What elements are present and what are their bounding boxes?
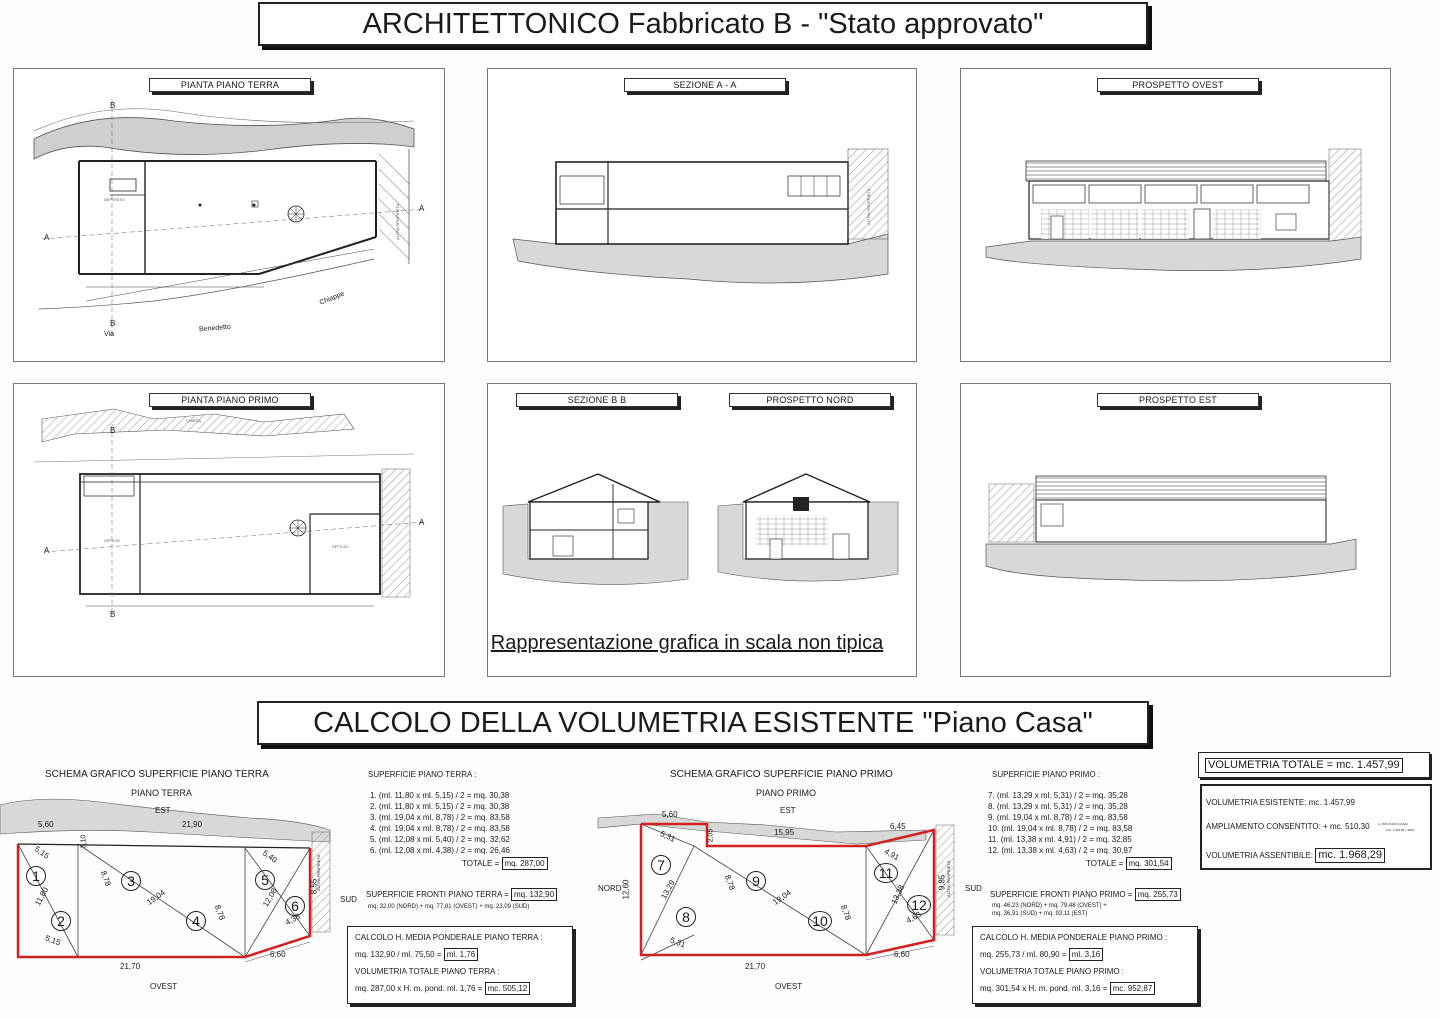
first-vol-title: VOLUMETRIA TOTALE PIANO PRIMO : [980,967,1125,976]
first-dim-9: 8,78 [838,903,853,922]
first-calc-box [972,926,1198,1004]
summary-assentibile-label: VOLUMETRIA ASSENTIBILE: [1206,851,1314,860]
ground-sud-label: SUD [340,895,357,904]
ground-dim-11: 8,55 [309,878,319,895]
first-dim-10: 4,91 [882,846,901,863]
first-sup-row: 10. (ml. 19,04 x ml. 8,78) / 2 = mq. 83,58 [988,824,1133,833]
ground-altra-proprieta: ALTRA PROPRIETA' [316,853,322,892]
west-elevation-drawing [961,69,1390,361]
summary-total-box [1198,752,1430,778]
first-dim-1: 5,31 [658,829,677,844]
ground-fronti-label: SUPERFICIE FRONTI PIANO TERRA = [366,890,509,899]
ground-area-1: 1 [26,866,46,886]
ground-ovest-label: OVEST [150,982,178,991]
label-deposito: DEPOSITO [104,197,125,202]
first-dim-7: 8,78 [722,873,737,892]
ground-sup-row: 6. (ml. 12,08 x ml. 4,38) / 2 = mq. 26,46 [370,846,510,855]
first-dim-4: 6,45 [890,822,906,831]
summary-box [1200,784,1432,870]
ground-sup-row: 1. (ml. 11,80 x ml. 5,15) / 2 = mq. 30,38 [370,791,510,800]
ground-dim-1: 21,90 [182,820,203,829]
east-elevation-drawing [961,384,1390,676]
panel-label-north-elevation: PROSPETTO NORD [729,393,891,407]
summary-total: VOLUMETRIA TOTALE = mc. 1.457,99 [1205,758,1403,773]
ground-dim-6: 19,04 [145,888,167,907]
first-calc-h-title: CALCOLO H. MEDIA PONDERALE PIANO PRIMO : [980,933,1168,942]
first-est-label: EST [780,806,796,815]
first-calc-h-expr: mq. 255,73 / ml. 80,90 = [980,950,1067,959]
ground-sup-row: 3. (ml. 19,04 x ml. 8,78) / 2 = mq. 83,58 [370,813,510,822]
ground-dim-7: 8,78 [212,903,227,922]
panel-ground-plan [13,68,445,362]
first-area-9: 9 [746,871,766,891]
label-street-benedetto: Benedetto [198,323,232,334]
panel-label-west-elevation: PROSPETTO OVEST [1097,78,1259,92]
first-dim-0: 5,60 [662,810,678,819]
first-dim-14: 5,31 [668,935,687,950]
ground-sup-title: SUPERFICIE PIANO TERRA : [368,770,477,779]
summary-ampliamento-note-1: (+ 35% PIANO CASA) [1378,822,1408,826]
ground-sup-list [370,790,510,856]
calc-title: CALCOLO DELLA VOLUMETRIA ESISTENTE "Piano Casa" [313,706,1093,739]
ground-area-3: 3 [121,871,141,891]
first-sup-title: SUPERFICIE PIANO PRIMO : [992,770,1101,779]
first-area-7: 7 [651,855,671,875]
first-schema-sub: PIANO PRIMO [756,788,817,798]
ground-dim-9: 12,08 [261,886,279,909]
summary-assentibile-value: mc. 1.968,29 [1315,848,1385,863]
panel-section-bb-north [487,383,917,677]
first-schema-title: SCHEMA GRAFICO SUPERFICIE PIANO PRIMO [670,769,893,780]
ground-calc-h-title: CALCOLO H. MEDIA PONDERALE PIANO TERRA : [355,933,543,942]
first-totale-label: TOTALE = [1086,859,1124,868]
summary-ampliamento: AMPLIAMENTO CONSENTITO: + mc. 510,30 [1206,822,1370,831]
ground-area-6: 6 [285,896,305,916]
ground-dim-4: 5,15 [43,933,62,948]
ground-totale [462,857,548,870]
first-sup-row: 7. (ml. 13,29 x ml. 5,31) / 2 = mq. 35,28 [988,791,1128,800]
first-nord-label: NORD [598,884,622,893]
ground-fronti-detail: mq. 32,00 (NORD) + mq. 77,81 (OVEST) + mq. 23,09 (SUD) [368,904,530,910]
first-dim-13: 9,85 [937,874,947,891]
ground-area-2: 2 [51,911,71,931]
ground-dim-13: 21,70 [120,962,141,971]
first-plan-drawing [14,384,444,676]
page-title: ARCHITETTONICO Fabbricato B - "Stato approvato" [362,7,1044,40]
first-altra-proprieta: ALTRA PROPRIETA' [946,859,952,898]
first-area-8: 8 [676,907,696,927]
first-sup-row: 8. (ml. 13,29 x ml. 5,31) / 2 = mq. 35,28 [988,802,1128,811]
ground-fronti [366,888,557,901]
first-calc-h [980,948,1103,961]
first-vol-expr: mq. 301,54 x H. m. pond. ml. 3,16 = [980,984,1108,993]
panel-label-east-elevation: PROSPETTO EST [1097,393,1259,407]
first-area-12: 12 [907,895,931,915]
ground-fronti-value: mq. 132,90 [511,888,557,901]
first-sud-label: SUD [965,884,982,893]
label-altra-proprieta-ground: ALTRA PROPRIETA' [395,202,401,241]
section-mark-a-right: A [419,204,425,213]
first-fronti-label: SUPERFICIE FRONTI PIANO PRIMO = [990,890,1133,899]
panel-west-elevation [960,68,1391,362]
ground-vol [355,982,530,995]
ground-dim-8: 5,40 [260,848,279,865]
first-vol-value: mc. 952,87 [1110,982,1156,995]
first-vol [980,982,1155,995]
label-ufficio-left: UFFICIO [104,538,120,543]
label-ufficio-right: UFFICIO [332,544,348,549]
ground-sup-row: 5. (ml. 12,08 x ml. 5,40) / 2 = mq. 32,62 [370,835,510,844]
first-sup-row: 12. (ml. 13,38 x ml. 4,63) / 2 = mq. 30,97 [988,846,1133,855]
ground-area-4: 4 [186,911,206,931]
ground-dim-12: 6,60 [270,950,286,959]
panel-first-plan [13,383,445,677]
panel-east-elevation [960,383,1391,677]
ground-calc-h-expr: mq. 132,90 / ml. 75,50 = [355,950,442,959]
first-fronti-value: mq. 255,73 [1135,888,1181,901]
panel-section-aa [487,68,917,362]
ground-plan-drawing [14,69,444,361]
ground-dim-14: 3,10 [80,834,88,849]
section-mark-b-top-first: B [110,426,116,435]
section-mark-b-bottom: B [110,319,116,328]
label-chiesa: CHIESA [186,418,201,423]
section-mark-a-left-first: A [44,546,50,555]
first-dim-8: 19,04 [771,888,793,907]
first-totale-value: mq. 301,54 [1126,857,1172,870]
ground-schema-drawing [0,790,360,1000]
ground-dim-2: 5,15 [32,844,51,861]
first-dim-11: 13,38 [889,883,907,906]
ground-sup-row: 2. (ml. 11,80 x ml. 5,15) / 2 = mq. 30,38 [370,802,510,811]
ground-schema-sub: PIANO TERRA [131,788,192,798]
ground-vol-value: mc. 505,12 [485,982,531,995]
first-area-11: 11 [874,863,898,883]
first-fronti-detail-1: mq. 46,23 (NORD) + mq. 79,48 (OVEST) + [992,903,1107,909]
summary-ampliamento-note-2: (mc. 1.457,99 x 35%) [1386,828,1415,832]
title-banner [258,2,1148,46]
first-dim-5: 12,60 [621,879,631,900]
label-street-via: Via [104,331,114,338]
scale-note: Rappresentazione grafica in scala non tipica [490,632,884,654]
panel-label-ground-plan: PIANTA PIANO TERRA [149,78,311,92]
ground-sup-row: 4. (ml. 19,04 x ml. 8,78) / 2 = mq. 83,58 [370,824,510,833]
ground-totale-value: mq. 287,00 [502,857,548,870]
first-fronti-detail-2: mq. 36,91 (SUD) + mq. 93,11 (EST) [992,911,1088,917]
first-area-10: 10 [808,911,832,931]
ground-area-5: 5 [255,870,275,890]
first-fronti [990,888,1181,901]
first-dim-16: 21,70 [745,962,766,971]
ground-calc-h-value: ml. 1,76 [444,948,478,961]
ground-vol-expr: mq. 287,00 x H. m. pond. ml. 1,76 = [355,984,483,993]
first-dim-2: 2,05 [707,828,715,843]
first-totale [1086,857,1172,870]
first-sup-row: 9. (ml. 19,04 x ml. 8,78) / 2 = mq. 83,58 [988,813,1128,822]
first-ovest-label: OVEST [775,982,803,991]
section-mark-a-left: A [44,233,50,242]
section-mark-a-right-first: A [419,518,425,527]
section-mark-b-bottom-first: B [110,610,116,619]
first-calc-h-value: ml. 3,16 [1069,948,1103,961]
panel-label-section-aa: SEZIONE A - A [624,78,786,92]
panel-label-section-bb: SEZIONE B B [516,393,678,407]
panel-label-first-plan: PIANTA PIANO PRIMO [149,393,311,407]
ground-schema-title: SCHEMA GRAFICO SUPERFICIE PIANO TERRA [45,769,269,780]
first-sup-row: 11. (ml. 13,38 x ml. 4,91) / 2 = mq. 32,85 [988,835,1132,844]
label-altra-proprieta-section: ALTRA PROPRIETA' [866,187,872,226]
ground-dim-3: 11,80 [33,885,51,908]
first-sup-list [988,790,1132,856]
ground-calc-box [347,926,573,1004]
ground-totale-label: TOTALE = [462,859,500,868]
calc-banner [257,701,1149,745]
ground-dim-10: 4,38 [283,911,302,928]
first-dim-15: 6,60 [894,950,910,959]
ground-dim-0: 5,60 [38,820,54,829]
section-aa-drawing [488,69,916,361]
first-dim-6: 13,29 [659,878,677,901]
section-mark-b-top: B [110,101,116,110]
ground-calc-h [355,948,478,961]
first-dim-3: 15,95 [774,828,795,837]
label-street-chiappe: Chiappe [318,290,346,307]
summary-assentibile [1206,848,1385,863]
first-dim-12: 4,63 [904,909,923,926]
summary-esistente: VOLUMETRIA ESISTENTE: mc. 1.457,99 [1206,798,1355,807]
ground-vol-title: VOLUMETRIA TOTALE PIANO TERRA : [355,967,500,976]
ground-est-label: EST [155,806,171,815]
ground-dim-5: 8,78 [98,869,113,888]
